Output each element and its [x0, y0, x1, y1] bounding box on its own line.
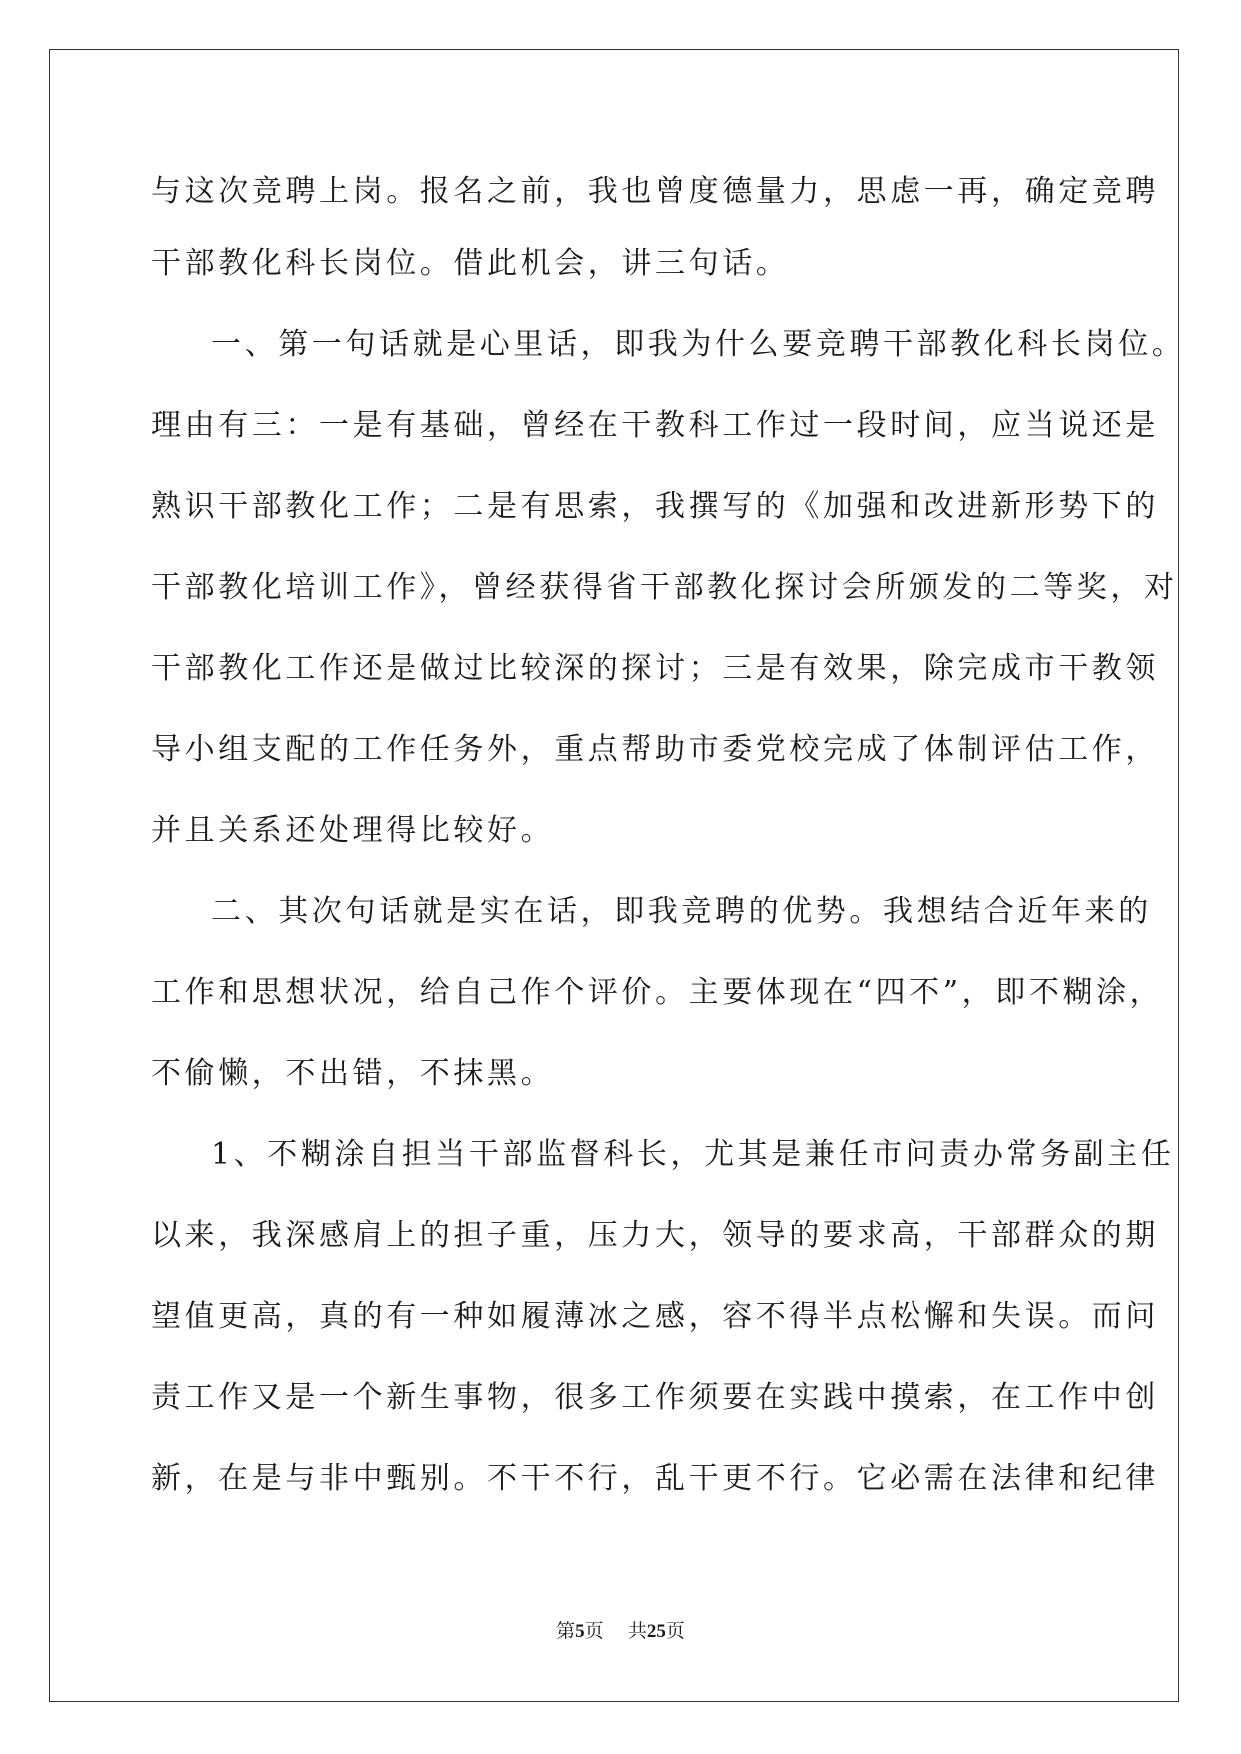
text-line: 熟识干部教化工作；二是有思索，我撰写的《加强和改进新形势下的 — [151, 489, 1159, 524]
text-line: 并且关系还处理得比较好。 — [151, 813, 555, 848]
text-line: 责工作又是一个新生事物，很多工作须要在实践中摸索，在工作中创 — [151, 1380, 1159, 1415]
total-prefix: 共 — [627, 1620, 647, 1642]
text-line: 工作和思想状况，给自己作个评价。主要体现在“四不”，即不糊涂， — [151, 975, 1164, 1010]
total-suffix: 页 — [665, 1620, 685, 1642]
text-line: 与这次竞聘上岗。报名之前，我也曾度德量力，思虑一再，确定竞聘 — [151, 174, 1159, 209]
page-footer — [0, 1619, 1241, 1644]
text-line: 干部教化工作还是做过比较深的探讨；三是有效果，除完成市干教领 — [151, 651, 1159, 686]
text-line: 导小组支配的工作任务外，重点帮助市委党校完成了体制评估工作， — [151, 732, 1159, 767]
text-line: 干部教化科长岗位。借此机会，讲三句话。 — [151, 246, 790, 281]
text-line: 理由有三：一是有基础，曾经在干教科工作过一段时间，应当说还是 — [151, 408, 1159, 443]
text-line: 不偷懒，不出错，不抹黑。 — [151, 1056, 555, 1091]
total-pages: 25 — [646, 1621, 666, 1642]
page-number: 5 — [575, 1621, 585, 1642]
paragraph-first-line: 1、不糊涂自担当干部监督科长，尤其是兼任市问责办常务副主任 — [211, 1137, 1175, 1172]
paragraph-first-line: 二、其次句话就是实在话，即我竞聘的优势。我想结合近年来的 — [211, 894, 1152, 929]
text-line: 以来，我深感肩上的担子重，压力大，领导的要求高，干部群众的期 — [151, 1218, 1159, 1253]
page-prefix: 第 — [556, 1620, 576, 1642]
text-line: 干部教化培训工作》，曾经获得省干部教化探讨会所颁发的二等奖，对 — [151, 570, 1178, 605]
page-border — [49, 49, 1179, 1702]
page-suffix: 页 — [584, 1620, 604, 1642]
text-line: 新，在是与非中甄别。不干不行，乱干更不行。它必需在法律和纪律 — [151, 1461, 1159, 1496]
paragraph-first-line: 一、第一句话就是心里话，即我为什么要竞聘干部教化科长岗位。 — [211, 327, 1186, 362]
text-line: 望值更高，真的有一种如履薄冰之感，容不得半点松懈和失误。而问 — [151, 1299, 1159, 1334]
